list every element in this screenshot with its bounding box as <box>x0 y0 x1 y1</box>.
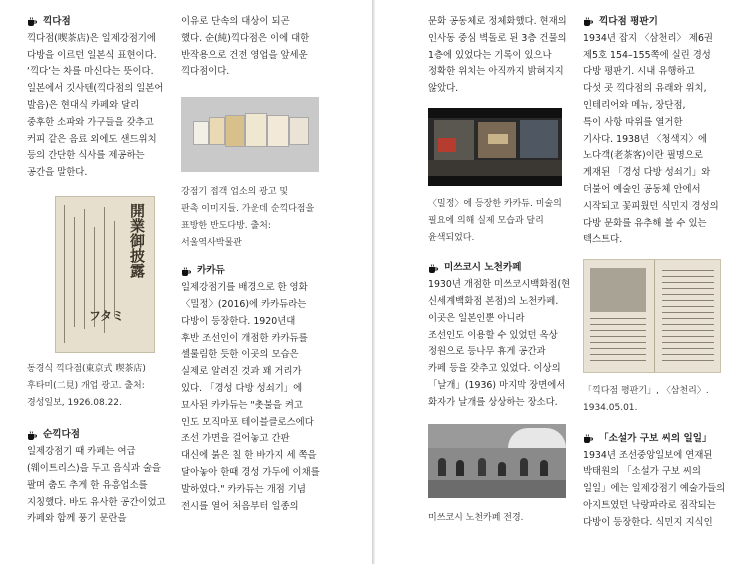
newspaper-title: 開業御披露 <box>128 202 146 278</box>
body-text: 1934년 조선중앙일보에 연재된 박태원의 「소설가 구보 씨의 일일」에는 일제강점기 예술가들의 아지트였던 낙랑파라로 짐작되는 다방이 등장한다. 식민지 지식인 <box>583 449 726 528</box>
heading-text: 순끽다점 <box>43 429 81 441</box>
heading-text: 미쓰코시 노천카페 <box>444 262 522 274</box>
coffee-cup-icon <box>428 264 438 274</box>
body-text: 문화 공동체로 정체화했다. 현재의 인사동 중심 벽돌로 된 3층 건물의 1층에 있었다는 기록이 있으나 정확한 위치는 아직까지 밝혀지지 않았다. <box>428 16 567 95</box>
right-column-1 <box>428 14 588 526</box>
left-column-2 <box>181 14 351 515</box>
right-column-2 <box>583 14 743 532</box>
image-caption: 동경식 끽다점(東京式 喫茶店) 후타미(二見) 개업 광고. 출처: 경성일보, 1926.08.22. <box>27 363 146 408</box>
left-page <box>0 0 373 564</box>
section-heading-kkitdajeom <box>27 14 187 31</box>
coffee-cup-icon <box>27 431 37 441</box>
heading-text: 카카듀 <box>197 265 225 277</box>
newspaper-shop-name: フタミ <box>88 308 124 323</box>
coffee-cup-icon <box>583 17 593 27</box>
body-text: 이유로 단속의 대상이 되곤 했다. 순(純)끽다점은 이에 대한 반작용으로 건전 영업을 앞세운 끽다점이다. <box>181 16 310 78</box>
image-caption: 강점기 접객 업소의 광고 및 판촉 이미지들. 가운데 순끽다점을 표방한 반도다방. 출처: 서울역사박물관 <box>181 187 315 248</box>
advertisement-collage-image <box>181 97 319 172</box>
body-text: 일제강점기를 배경으로 한 영화 〈밀정〉(2016)에 카카듀라는 다방이 등장한다. 1920년대 후반 조선인이 개점한 카카듀를 셀룰림한 듯한 이곳의 모습은 실제로 알려진 것과 꽤 거리가 있다. 「경성 다방 성쇠기」에 묘사된 카카듀는 "촛불을 켜고 인도 모직마포 테이블클로스에다 조선 가면을 걸어놓고 간판 대신에 붉은 칠 한 바가지 세 쪽을 달아놓아 한때 경성 가두에 이채를 발하였다." 카카듀는 개점 기념 전시를 열어 처음부터 일종의 <box>181 282 320 512</box>
image-caption: 「끽다점 평판기」, 〈삼천리〉. 1934.05.01. <box>583 386 709 413</box>
newspaper-ad-image <box>55 196 155 353</box>
section-heading-mitsukoshi <box>428 260 588 277</box>
body-text: 일제강점기 때 카페는 여급 (웨이트리스)을 두고 음식과 술을 팔며 춤도 추게 한 유흥업소를 지칭했다. 바도 유사한 공간이었고 카페와 함께 풍기 문란을 <box>27 446 166 525</box>
heading-text: 끽다점 <box>43 16 71 27</box>
heading-text: 끽다점 평판기 <box>599 16 658 27</box>
section-heading-pyeongpangi <box>583 14 743 31</box>
right-page <box>375 0 749 564</box>
coffee-cup-icon <box>27 17 37 27</box>
image-caption: 미쓰코시 노천카페 전경. <box>428 512 524 523</box>
rooftop-cafe-photo <box>428 424 566 498</box>
film-still-image <box>428 108 562 186</box>
coffee-cup-icon <box>181 267 191 277</box>
body-text: 1930년 개점한 미쓰코시백화점(현 신세계백화점 본점)의 노천카페. 이곳은 일본인뿐 아니라 조선인도 이용할 수 있었던 옥상 정원으로 등나무 휴게 공간과 카페 등을 갖추고 있었다. 이상의 「날개」(1936) 마지막 장면에서 화자가 날개를 상상하는 장소다. <box>428 279 571 408</box>
body-text: 1934년 잡지 〈삼천리〉 제6권 제5호 154–155쪽에 실린 경성 다방 평판기. 시내 유행하고 다섯 곳 끽다점의 유래와 위치, 인테리어와 메뉴, 장단점, 특이 사항 따위를 열거한 기사다. 1938년 〈청색지〉에 노다객(老茶客)이란 필명으로 게재된 「경성 다방 성쇠기」와 더불어 예술인 공동체 안에서 시작되고 꽃피웠던 식민지 경성의 다방 문화를 유추해 볼 수 있는 텍스트다. <box>583 32 719 246</box>
coffee-cup-icon <box>583 434 593 444</box>
heading-text: 「소설가 구보 씨의 일일」 <box>599 432 712 444</box>
magazine-article-image <box>583 259 721 373</box>
section-heading-kakadu <box>181 263 351 280</box>
section-heading-sunkkitdajeom <box>27 427 187 444</box>
left-column-1 <box>27 14 187 528</box>
image-caption: 〈밀정〉에 등장한 카카듀. 미술의 필요에 의해 실제 모습과 달리 윤색되었다. <box>428 198 562 243</box>
body-text: 끽다점(喫茶店)은 일제강점기에 다방을 이르던 일본식 표현이다. ‘끽다’는 차를 마신다는 뜻이다. 일본에서 깃사텐(끽다점의 일본어 발음)은 현대식 카페와 달리 중후한 소파와 가구들을 갖추고 커피 같은 음료 외에도 샌드위치 등의 간단한 식사를 제공하는 공간을 말한다. <box>27 32 164 179</box>
section-heading-gubo <box>583 431 743 448</box>
